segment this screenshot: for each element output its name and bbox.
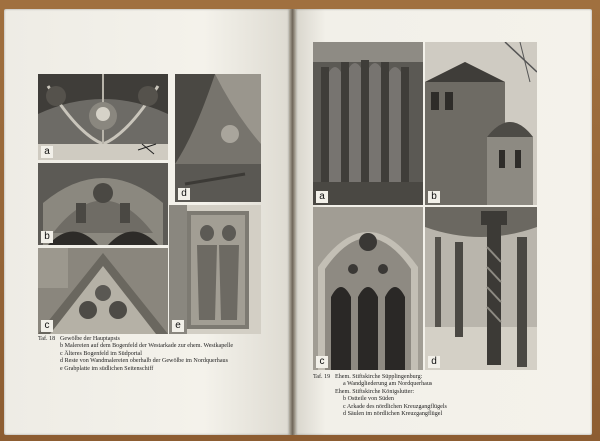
caption-line: c Arkade des nördlichen Kreuzgangflügels bbox=[343, 403, 447, 410]
caption-line: e Grabplatte im südlichen Seitenschiff bbox=[60, 365, 154, 372]
photo-arch-tympanum-west bbox=[38, 163, 168, 245]
photo-east-parts-from-south bbox=[425, 42, 537, 205]
photo-letter: d bbox=[428, 356, 440, 368]
photo-cloister-columns bbox=[425, 207, 537, 370]
photo-letter: e bbox=[172, 320, 184, 332]
photo-older-tympanum-south-portal bbox=[38, 248, 168, 334]
photo-letter: b bbox=[41, 231, 53, 243]
plate-number: Taf. 18 bbox=[38, 336, 56, 342]
left-page-caption bbox=[38, 336, 233, 373]
caption-line: d Reste von Wandmalereien oberhalb der Gewölbe im Nordquerhaus bbox=[60, 358, 228, 365]
photo-cloister-arcade bbox=[313, 207, 423, 370]
caption-line: a Wandgliederung am Nordquerhaus bbox=[343, 381, 433, 388]
photo-tomb-slab bbox=[169, 205, 261, 334]
caption-line: c Älteres Bogenfeld im Südportal bbox=[60, 350, 142, 357]
caption-line: d Säulen im nördlichen Kreuzgangflügel bbox=[343, 411, 443, 418]
photo-wall-painting-remains bbox=[175, 74, 261, 202]
photo-letter: a bbox=[41, 146, 53, 158]
book-gutter bbox=[289, 9, 296, 435]
photo-letter: c bbox=[316, 356, 328, 368]
caption-line: Gewölbe der Hauptapsis bbox=[60, 336, 120, 342]
caption-line: b Ostteile von Süden bbox=[343, 396, 394, 403]
photo-letter: b bbox=[428, 191, 440, 203]
photo-letter: c bbox=[41, 320, 53, 332]
right-page-caption bbox=[313, 374, 447, 418]
plate-number: Taf. 19 bbox=[313, 374, 331, 380]
photo-vault-apse bbox=[38, 74, 168, 160]
caption-line: b Malereien auf dem Bogenfeld der Westarkade zur ehem. Westkapelle bbox=[60, 343, 234, 350]
photo-letter: d bbox=[178, 188, 190, 200]
photo-north-transept-wall bbox=[313, 42, 423, 205]
photo-letter: a bbox=[316, 191, 328, 203]
caption-line: Ehem. Stiftskirche Königslutter: bbox=[335, 388, 415, 395]
caption-line: Ehem. Stiftskirche Süpplingenburg: bbox=[335, 374, 423, 380]
